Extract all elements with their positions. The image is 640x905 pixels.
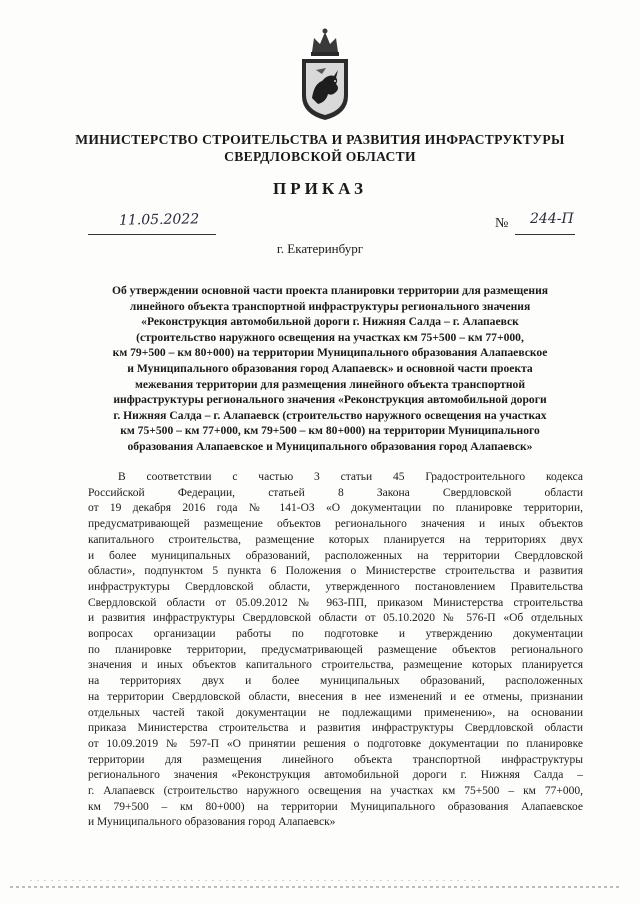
- document-title: [80, 283, 580, 455]
- ministry-name-line2: СВЕРДЛОВСКОЙ ОБЛАСТИ: [224, 149, 416, 164]
- title-line: км 79+500 – км 80+000) на территории Муниципального образования Алапаевское: [112, 346, 548, 360]
- body-line: приказа Министерства строительства и развития инфраструктуры Свердловской области: [88, 722, 583, 735]
- body-line: территории для размещения линейного объекта транспортной инфраструктуры: [88, 753, 583, 766]
- title-line: г. Нижняя Салда – г. Алапаевск (строительство наружного освещения на участках: [113, 408, 547, 422]
- body-line: регионального значения «Реконструкция автомобильной дороги г. Нижняя Салда –: [88, 769, 583, 782]
- body-line: области», подпунктом 5 пункта 6 Положения о Министерстве строительства и развития: [88, 565, 583, 578]
- title-line: км 75+500 – км 77+000, км 79+500 – км 80+000) на территории Муниципального: [120, 424, 540, 438]
- body-line: и Муниципального образования город Алапаевск»: [88, 816, 336, 829]
- body-line: Российской Федерации, статьей 8 Закона Свердловской области: [88, 486, 583, 499]
- body-line: отдельных частей такой документации не подлежащими применению», на основании: [88, 706, 583, 719]
- body-line: инфраструктуры Свердловской области, утвержденного постановлением Правительства: [88, 580, 583, 593]
- scan-artifact: [10, 886, 620, 888]
- ministry-name-line1: МИНИСТЕРСТВО СТРОИТЕЛЬСТВА И РАЗВИТИЯ ИНФРАСТРУКТУРЫ: [75, 132, 565, 147]
- title-line: Об утверждении основной части проекта планировки территории для размещения: [111, 284, 549, 297]
- document-date: 11.05.2022: [118, 211, 200, 229]
- title-line: и Муниципального образования город Алапаевск» и основной части проекта: [127, 361, 533, 375]
- document-type: ПРИКАЗ: [273, 179, 367, 198]
- scan-artifact: [30, 880, 480, 881]
- document-body: [88, 470, 583, 831]
- body-line: на территориях двух и более муниципальных образований, расположенных: [88, 675, 583, 688]
- title-line: межевания территории для размещения линейного объекта транспортной: [134, 377, 526, 391]
- number-label: №: [495, 216, 509, 231]
- body-line: Свердловской области от 05.09.2012 № 963-ПП, приказом Министерства строительства: [88, 596, 583, 609]
- title-line: линейного объекта транспортной инфраструктуры регионального значения: [129, 299, 531, 313]
- body-line: капитального строительства, размещение которых планируется на территориях двух: [88, 533, 583, 546]
- body-line: В соответствии с частью 3 статьи 45 Градостроительного кодекса: [118, 471, 583, 483]
- body-line: от 10.09.2019 № 597-П «О принятии решения о подготовке документации по планировке: [88, 737, 583, 750]
- body-line: вопросах организации работы по подготовке и утверждению документации: [88, 628, 583, 641]
- body-line: и более муниципальных образований, расположенных на территории Свердловской: [88, 549, 583, 562]
- document-number: 244-П: [530, 211, 574, 227]
- body-line: от 19 декабря 2016 года № 141-ОЗ «О документации по планировке территории,: [88, 502, 583, 515]
- body-line: значения и иных объектов капитального строительства, размещение которых планируется: [88, 659, 583, 672]
- title-line: образования Алапаевское и Муниципального образования город Алапаевск»: [127, 439, 533, 453]
- body-line: и развития инфраструктуры Свердловской области от 05.10.2020 № 576-П «Об отдельных: [88, 612, 583, 625]
- title-line: (строительство наружного освещения на участках км 75+500 – км 77+000,: [136, 330, 524, 344]
- title-line: «Реконструкция автомобильной дороги г. Нижняя Салда – г. Алапаевск: [141, 315, 519, 329]
- title-line: инфраструктуры регионального значения «Реконструкция автомобильной дороги: [113, 393, 547, 407]
- body-line: на территории Свердловской области, внесения в нее изменений и ее отмены, признании: [88, 690, 583, 703]
- body-line: предусматривающей размещение объектов регионального значения и иных объектов: [88, 518, 583, 531]
- body-line: км 79+500 – км 80+000) на территории Муниципального образования Алапаевское: [88, 800, 583, 813]
- body-line: по планировке территории, предусматривающей размещение объектов регионального: [88, 643, 583, 656]
- document-city: г. Екатеринбург: [276, 241, 364, 256]
- coat-of-arms-icon: [292, 26, 358, 122]
- body-line: г. Алапаевск (строительство наружного освещения на участках км 75+500 – км 77+000,: [88, 785, 583, 798]
